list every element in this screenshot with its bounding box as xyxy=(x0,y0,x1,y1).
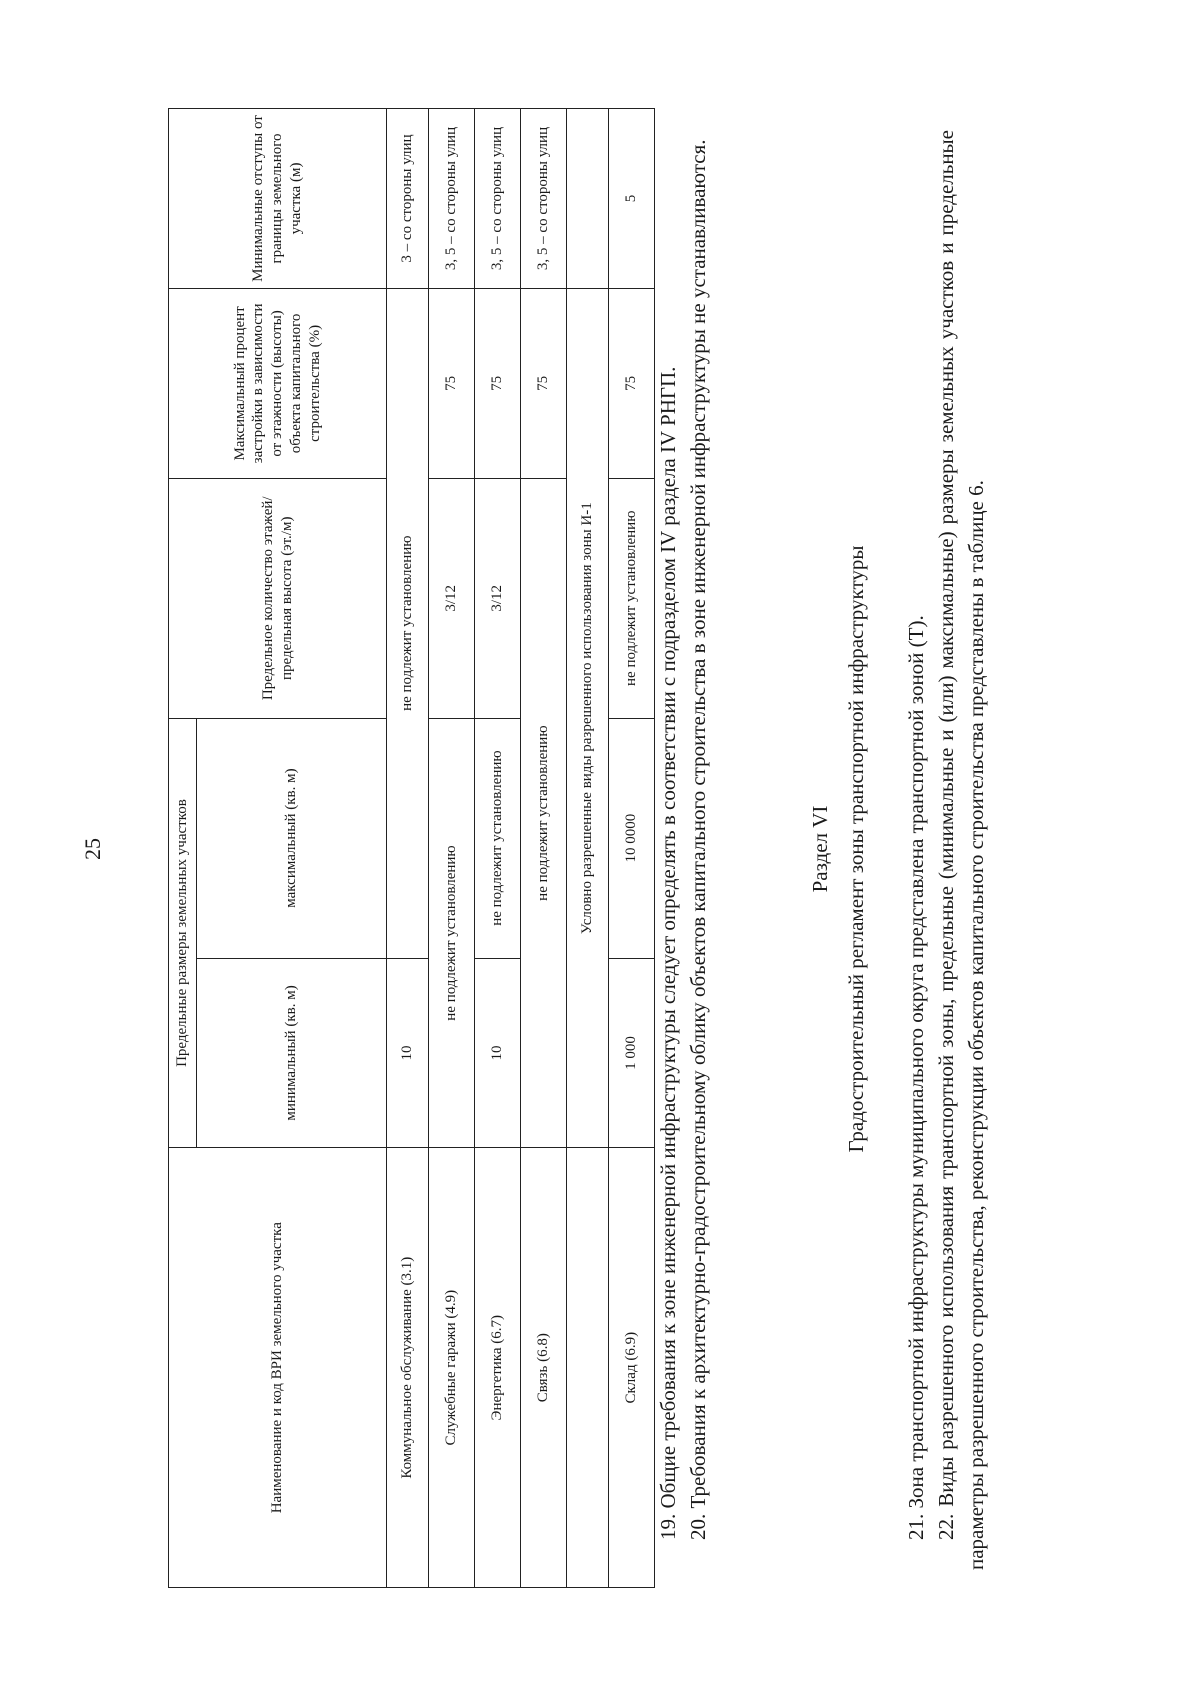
section-row-empty xyxy=(567,109,609,289)
header-vri: Наименование и код ВРИ земельного участка xyxy=(169,1148,387,1588)
paragraph-20: 20. Требования к архитектурно-градостроительному облику объектов капитального строительства в зоне инженерной инфраструктуры не устанавливаются. xyxy=(685,139,710,1540)
cell-min: 10 xyxy=(475,958,521,1148)
cell-floors: 3/12 xyxy=(429,478,475,718)
header-build-percent: Максимальный процент застройки в зависимости от этажности (высоты) объекта капитального строительства (%) xyxy=(169,288,387,478)
page-number: 25 xyxy=(80,838,105,860)
row-name: Коммунальное обслуживание (3.1) xyxy=(387,1148,429,1588)
header-setback: Минимальные отступы от границы земельного участка (м) xyxy=(169,109,387,289)
cell-percent: 75 xyxy=(429,288,475,478)
cell-minmax: не подлежит установлению xyxy=(429,718,475,1148)
row-name: Энергетика (6.7) xyxy=(475,1148,521,1588)
paragraph-19: 19. Общие требования к зоне инженерной инфраструктуры следует определять в соответствии с подразделом IV раздела IV РНГП. xyxy=(656,366,680,1540)
row-name: Связь (6.8) xyxy=(521,1148,567,1588)
table-row xyxy=(609,109,655,1588)
regulation-table xyxy=(168,108,655,1588)
cell-span: не подлежит установлению xyxy=(521,478,567,1148)
header-plot-sizes: Предельные размеры земельных участков xyxy=(169,718,197,1148)
cell-setback: 3 – со стороны улиц xyxy=(387,109,429,289)
cell-floors: 3/12 xyxy=(475,478,521,718)
paragraph-21: 21. Зона транспортной инфраструктуры муниципального округа представлена транспортной зоной (Т). xyxy=(904,615,928,1540)
cell-max: не подлежит установлению xyxy=(475,718,521,958)
section-row-empty xyxy=(567,1148,609,1588)
cell-percent: 75 xyxy=(475,288,521,478)
header-min: минимальный (кв. м) xyxy=(197,958,387,1148)
section-title: Раздел VI xyxy=(808,805,832,893)
cell-setback: 3, 5 – со стороны улиц xyxy=(475,109,521,289)
cell-span: не подлежит установлению xyxy=(387,288,429,958)
table-row xyxy=(387,109,429,1588)
table-row xyxy=(521,109,567,1588)
cell-percent: 75 xyxy=(609,288,655,478)
cell-setback: 5 xyxy=(609,109,655,289)
section-subtitle: Градостроительный регламент зоны транспортной инфраструктуры xyxy=(844,545,868,1153)
header-floors: Предельное количество этажей/предельная высота (эт./м) xyxy=(169,478,387,718)
row-name: Склад (6.9) xyxy=(609,1148,655,1588)
cell-setback: 3, 5 – со стороны улиц xyxy=(521,109,567,289)
cell-setback: 3, 5 – со стороны улиц xyxy=(429,109,475,289)
cell-min: 10 xyxy=(387,958,429,1148)
table-row xyxy=(429,109,475,1588)
section-row-text: Условно разрешенные виды разрешенного использования зоны И-1 xyxy=(567,288,609,1147)
paragraphs-transport xyxy=(902,130,991,1570)
row-name: Служебные гаражи (4.9) xyxy=(429,1148,475,1588)
paragraph-22: 22. Виды разрешенного использования транспортной зоны, предельные (минимальные и (или) максимальные) размеры земельных участков и предельные параметры разрешенного строительства, реконструкции объектов капитального строительства представлены в таблице 6. xyxy=(933,130,988,1570)
cell-min: 1 000 xyxy=(609,958,655,1148)
cell-percent: 75 xyxy=(521,288,567,478)
header-max: максимальный (кв. м) xyxy=(197,718,387,958)
table-section-row xyxy=(567,109,609,1588)
paragraphs-engineering xyxy=(654,130,714,1570)
table-row xyxy=(475,109,521,1588)
cell-floors: не подлежит установлению xyxy=(609,478,655,718)
cell-max: 10 0000 xyxy=(609,718,655,958)
